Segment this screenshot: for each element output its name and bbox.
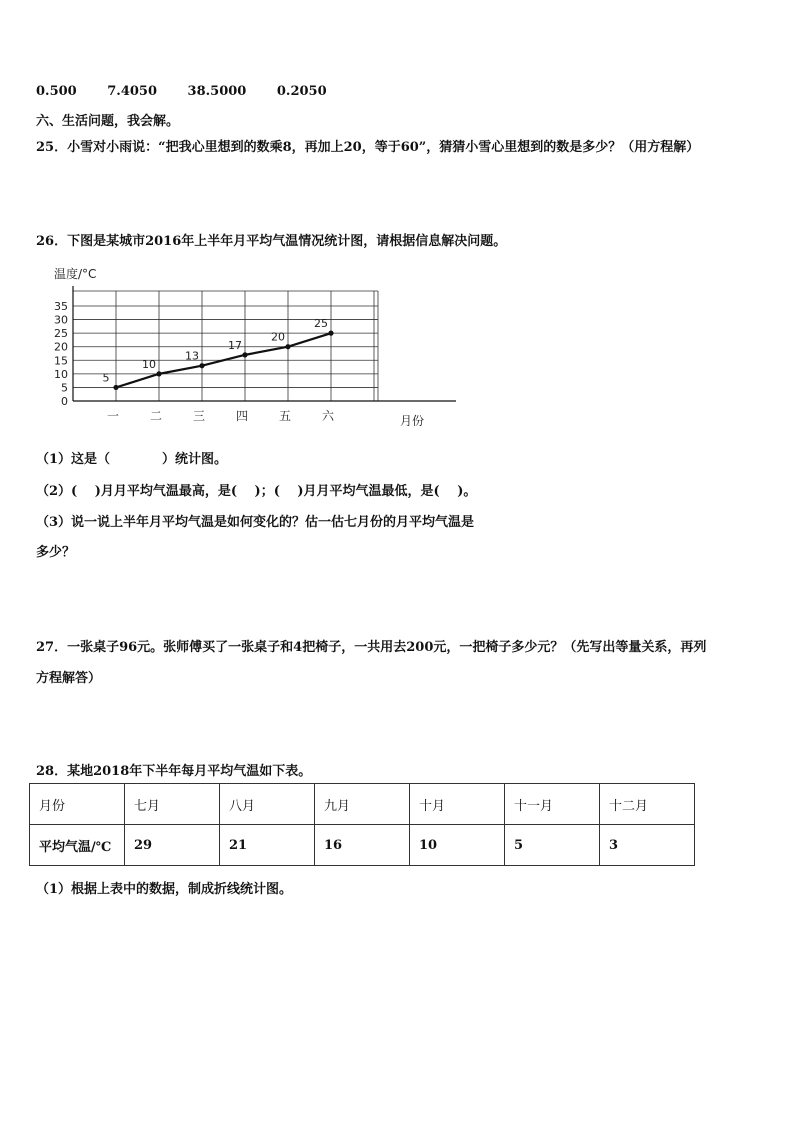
- number-item: 0.500: [36, 84, 77, 99]
- data-point: [199, 363, 204, 368]
- table-cell-temp: 3: [600, 825, 695, 866]
- temperature-line-chart: [36, 258, 476, 430]
- table-cell-month: 九月: [315, 784, 410, 825]
- data-label: 25: [314, 317, 328, 331]
- y-tick-label: 15: [54, 354, 68, 368]
- question-27-cont: 方程解答）: [36, 671, 102, 686]
- number-item: 0.2050: [276, 84, 327, 99]
- x-tick-label: 二: [149, 409, 163, 423]
- question-26: 26．下图是某城市2016年上半年月平均气温情况统计图，请根据信息解决问题。: [36, 234, 507, 249]
- question-26-2: （2）( )月月平均气温最高，是( )；( )月月平均气温最低，是( )。: [36, 484, 477, 499]
- data-point: [242, 352, 247, 357]
- number-item: 38.5000: [187, 84, 247, 99]
- question-28: 28．某地2018年下半年每月平均气温如下表。: [36, 764, 312, 779]
- table-cell-temp: 10: [410, 825, 505, 866]
- y-tick-label: 35: [54, 300, 68, 313]
- number-list: [36, 84, 353, 99]
- table-cell-month: 十二月: [600, 784, 695, 825]
- table-values-row: [30, 825, 695, 866]
- section-6-heading: 六、生活问题，我会解。: [36, 114, 180, 129]
- y-tick-label: 0: [61, 395, 68, 408]
- question-27: 27．一张桌子96元。张师傅买了一张桌子和4把椅子，一共用去200元，一把椅子多少元？（先写出等量关系，再列: [36, 640, 707, 655]
- table-cell-temp: 21: [220, 825, 315, 866]
- y-axis-label: 温度/°C: [54, 267, 97, 281]
- table-header-row: [30, 784, 695, 825]
- table-cell-temp: 5: [505, 825, 600, 866]
- data-label: 17: [228, 338, 242, 352]
- data-label: 10: [142, 357, 156, 371]
- x-tick-label: 三: [192, 409, 206, 423]
- table-row-label: 平均气温/℃: [30, 825, 125, 866]
- question-26-3-cont: 多少？: [36, 545, 76, 560]
- table-cell-month: 七月: [125, 784, 220, 825]
- data-point: [113, 385, 118, 390]
- table-cell-temp: 29: [125, 825, 220, 866]
- y-tick-label: 20: [54, 340, 68, 354]
- table-cell-month: 八月: [220, 784, 315, 825]
- x-tick-label: 五: [278, 409, 292, 423]
- table-cell-month: 十一月: [505, 784, 600, 825]
- data-point: [285, 344, 290, 349]
- x-tick-label: 一: [106, 409, 120, 423]
- y-tick-label: 25: [54, 327, 68, 341]
- y-tick-label: 5: [61, 381, 68, 395]
- question-28-1: （1）根据上表中的数据，制成折线统计图。: [36, 882, 293, 897]
- number-item: 7.4050: [107, 84, 158, 99]
- data-point: [328, 331, 333, 336]
- question-25: 25．小雪对小雨说：“把我心里想到的数乘8，再加上20，等于60”，猜猜小雪心里想到的数是多少？（用方程解）: [36, 140, 700, 155]
- table-cell-temp: 16: [315, 825, 410, 866]
- table-header-label: 月份: [30, 784, 125, 825]
- x-tick-label: 六: [321, 409, 335, 423]
- y-tick-label: 30: [54, 313, 68, 327]
- question-26-1: （1）这是（ ）统计图。: [36, 452, 228, 467]
- x-tick-label: 四: [235, 409, 249, 423]
- temperature-table: [29, 783, 695, 866]
- y-tick-label: 10: [54, 367, 68, 381]
- question-26-3: （3）说一说上半年月平均气温是如何变化的？估一估七月份的月平均气温是: [36, 515, 475, 530]
- x-axis-label: 月份: [400, 414, 425, 428]
- data-point: [156, 371, 161, 376]
- data-label: 20: [271, 330, 285, 344]
- data-label: 13: [185, 349, 199, 363]
- data-label: 5: [102, 371, 110, 385]
- table-cell-month: 十月: [410, 784, 505, 825]
